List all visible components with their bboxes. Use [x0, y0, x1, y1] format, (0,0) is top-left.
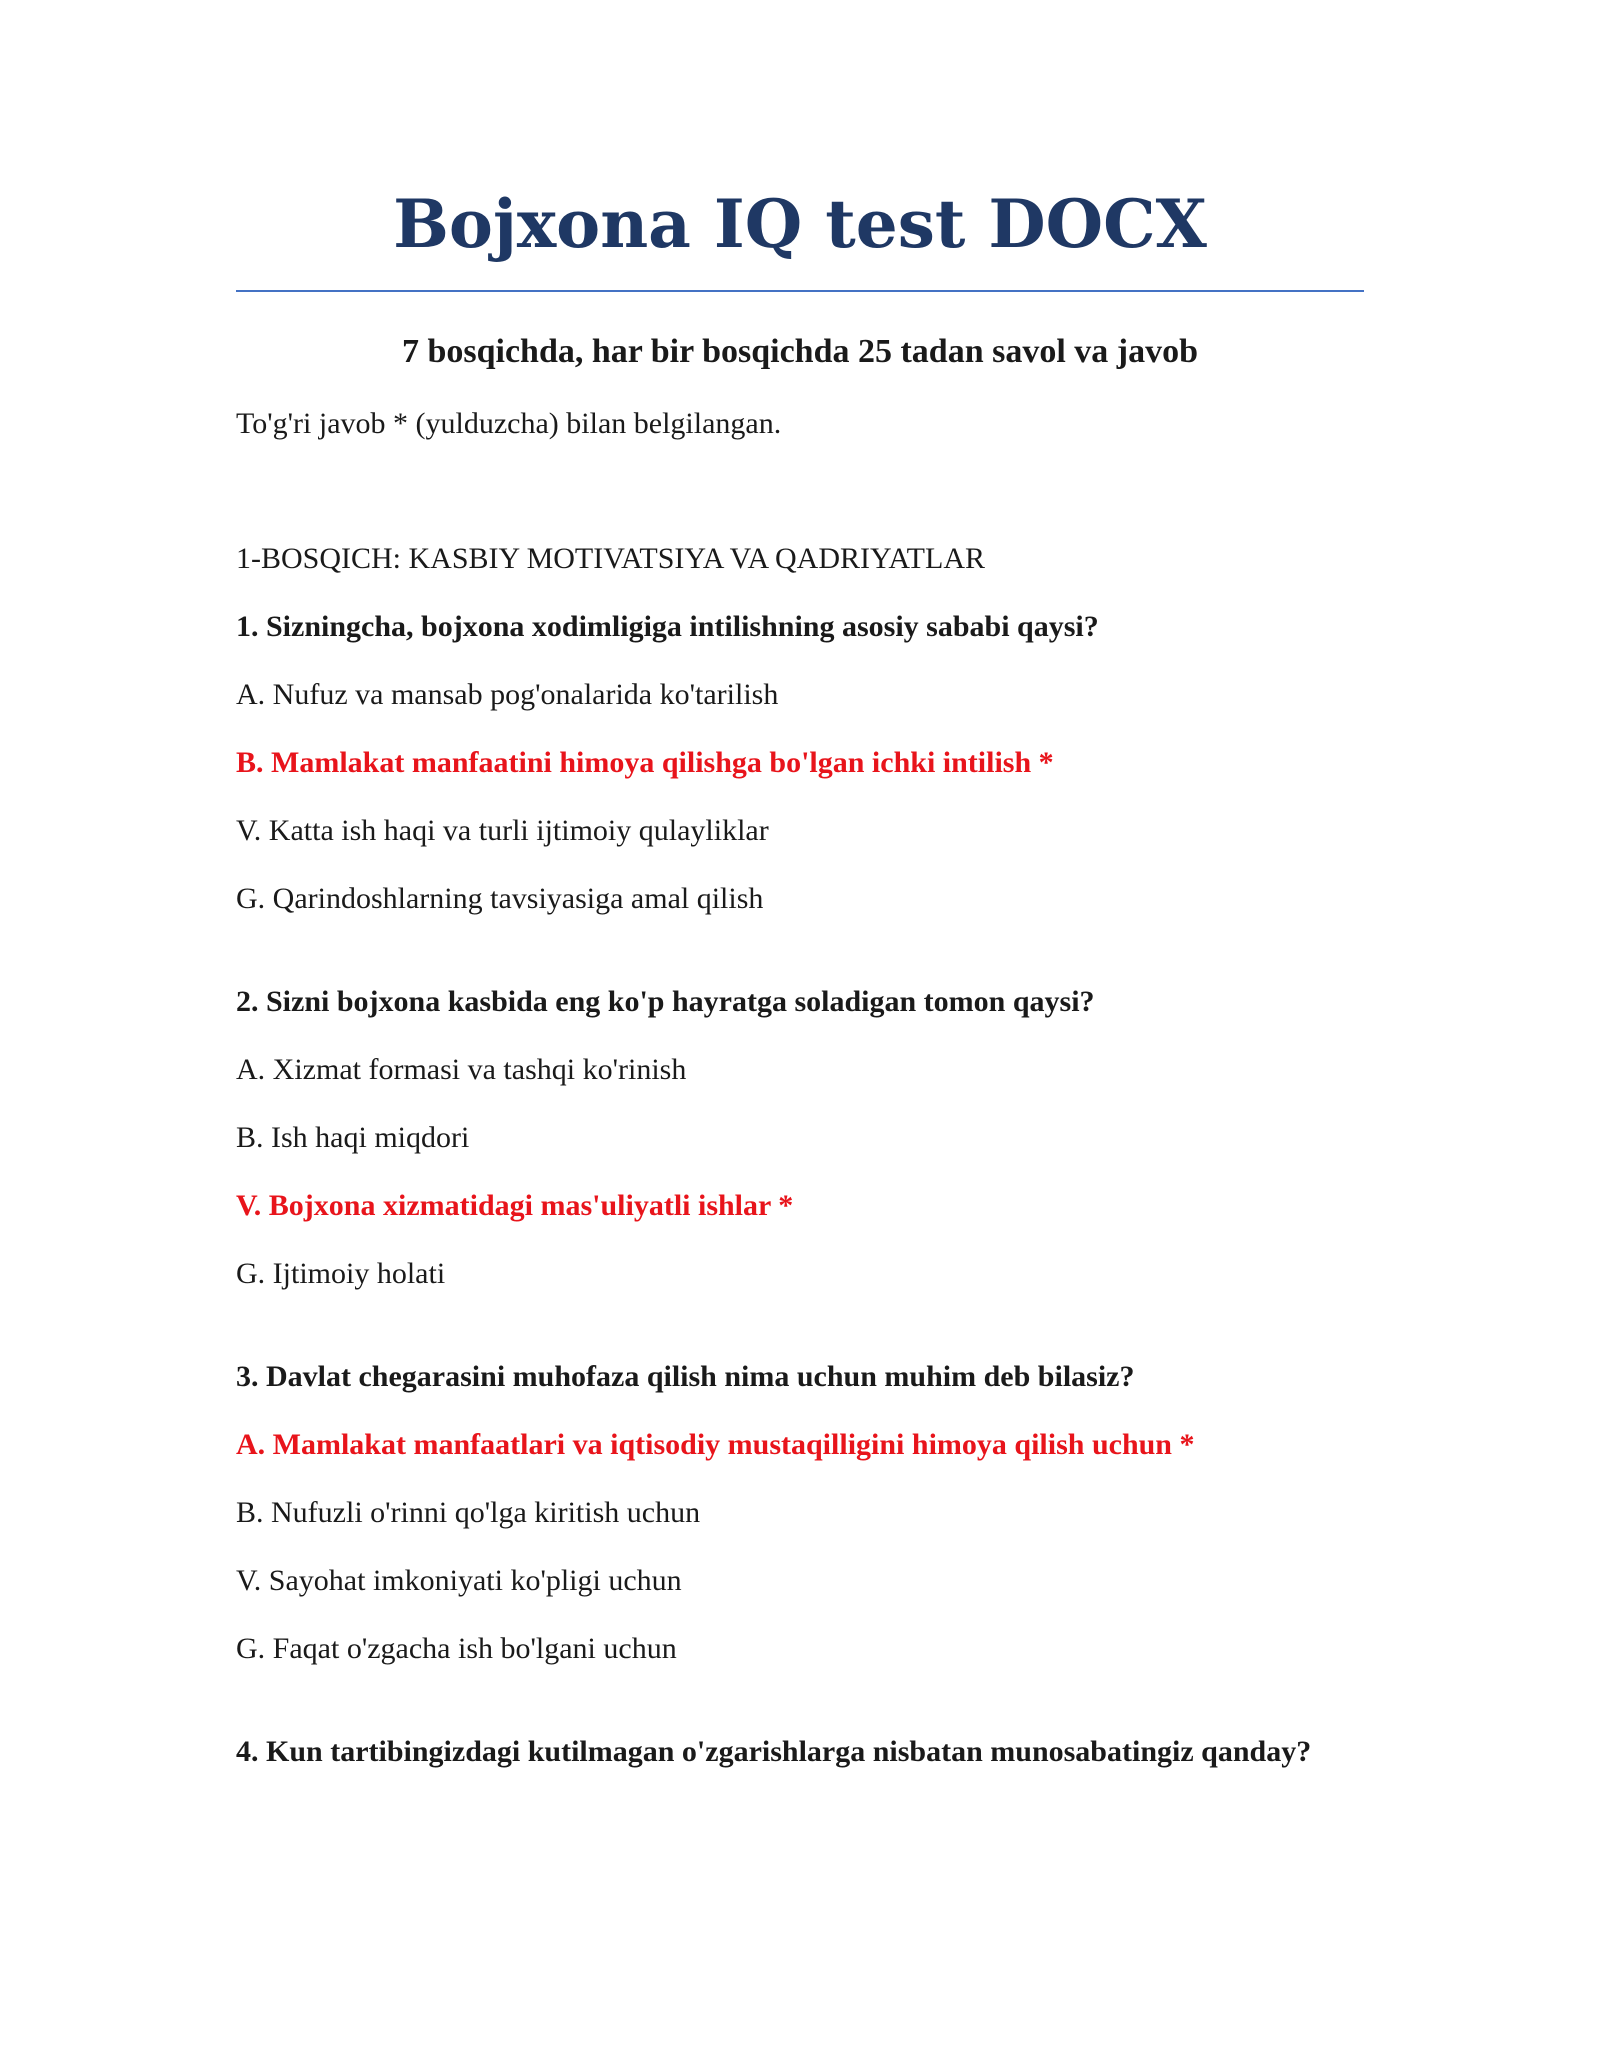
section-heading: 1-BOSQICH: KASBIY MOTIVATSIYA VA QADRIYATLAR — [236, 542, 985, 575]
answer-option: G. Ijtimoiy holati — [236, 1257, 446, 1290]
document-body — [236, 406, 1364, 1837]
answer-option: G. Qarindoshlarning tavsiyasiga amal qilish — [236, 882, 764, 915]
correct-answer-option: A. Mamlakat manfaatlari va iqtisodiy mustaqilligini himoya qilish uchun * — [236, 1428, 1195, 1461]
answer-option: V. Katta ish haqi va turli ijtimoiy qulayliklar — [236, 814, 769, 847]
question-text: 2. Sizni bojxona kasbida eng ko'p hayratga soladigan tomon qaysi? — [236, 985, 1095, 1018]
question-3 — [236, 1359, 1364, 1667]
correct-answer-option: B. Mamlakat manfaatini himoya qilishga bo'lgan ichki intilish * — [236, 746, 1054, 779]
question-2 — [236, 984, 1364, 1292]
question-4 — [236, 1734, 1364, 1770]
answer-option: G. Faqat o'zgacha ish bo'lgani uchun — [236, 1632, 677, 1665]
question-1 — [236, 609, 1364, 917]
document-subtitle: 7 bosqichda, har bir bosqichda 25 tadan savol va javob — [401, 333, 1199, 370]
question-text: 3. Davlat chegarasini muhofaza qilish nima uchun muhim deb bilasiz? — [236, 1360, 1135, 1393]
question-text: 4. Kun tartibingizdagi kutilmagan o'zgarishlarga nisbatan munosabatingiz qanday? — [236, 1735, 1312, 1768]
title-underline — [236, 290, 1364, 292]
intro-note: To'g'ri javob * (yulduzcha) bilan belgilangan. — [236, 407, 782, 440]
answer-option: A. Nufuz va mansab pog'onalarida ko'tarilish — [236, 678, 779, 711]
document-title: Bojxona IQ test DOCX — [393, 185, 1207, 263]
correct-answer-option: V. Bojxona xizmatidagi mas'uliyatli ishlar * — [236, 1189, 794, 1222]
question-text: 1. Sizningcha, bojxona xodimligiga intilishning asosiy sababi qaysi? — [236, 610, 1099, 643]
answer-option: A. Xizmat formasi va tashqi ko'rinish — [236, 1053, 687, 1086]
answer-option: B. Nufuzli o'rinni qo'lga kiritish uchun — [236, 1496, 701, 1529]
answer-option: V. Sayohat imkoniyati ko'pligi uchun — [236, 1564, 682, 1597]
answer-option: B. Ish haqi miqdori — [236, 1121, 470, 1154]
